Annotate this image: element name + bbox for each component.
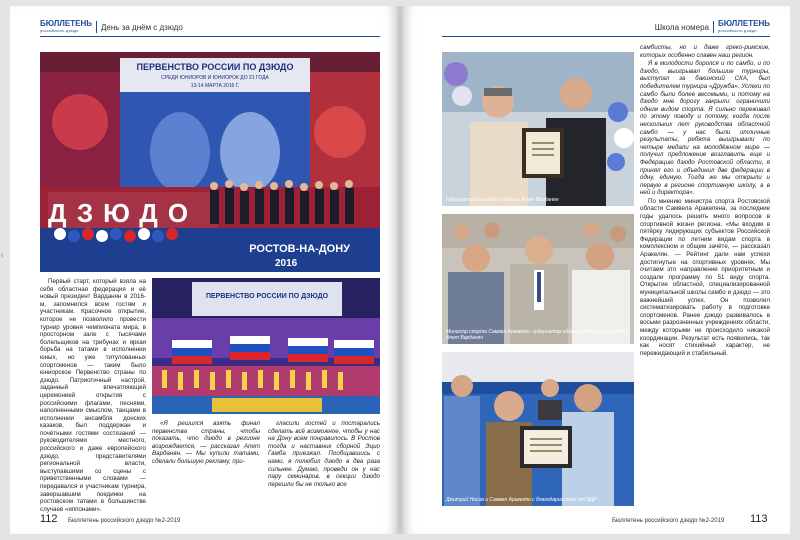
ceremony-banner-title: ПЕРВЕНСТВО РОССИИ ПО ДЗЮДО bbox=[205, 293, 329, 300]
body-paragraph: самбисты, но и даже греко-римские, которых особенно славен наш регион. bbox=[640, 44, 770, 59]
prev-page-arrow-icon[interactable]: ‹ bbox=[0, 250, 4, 261]
right-page bbox=[402, 6, 790, 534]
body-paragraph: Я в молодости боролся и по самбо, и по дзюдо, выигрывал большие турниры, выступал за бакинский СКА, был победителем турнира «Дружба». Успехи по самбо были более весомыми, и потому на дзюдо мне дорогу закрыли: ограничили одним видом спорта. Я сильно переживал по этому поводу и потому, когда после нескольких лет руководства областной самбо — у нас были отличные результаты, ребята выигрывали по четыре медали на молодёжном мире — получил предложение возглавить еще и Федерацию дзюдо Ростовской области, я принял его и объединил две федерации в одну, единую. Тогда же мы открыли и первую в регионе спортивную школу, а в ней и директора». bbox=[640, 60, 770, 197]
bulletin-logo: БЮЛЛЕТЕНЬ российского дзюдо bbox=[717, 19, 770, 33]
header-rule bbox=[442, 36, 770, 37]
bulletin-logo: БЮЛЛЕТЕНЬ российского дзюдо bbox=[40, 19, 93, 33]
dzudo-letters: ДЗЮДО bbox=[48, 198, 199, 228]
left-header bbox=[40, 20, 183, 34]
right-header bbox=[655, 20, 770, 34]
award-photo bbox=[442, 52, 634, 206]
photo-caption: Дмитрий Носов и Самвел Аракелян с благодарностью от ФДР bbox=[446, 497, 597, 503]
photo-caption: Министр спорта Самвел Аракелян, губернатор области Василий Голубев и Апет Варданян bbox=[446, 329, 629, 341]
footer-text: Бюллетень российского дзюдо №2-2019 bbox=[612, 518, 725, 524]
banner-title: ПЕРВЕНСТВО РОССИИ ПО ДЗЮДО bbox=[136, 62, 294, 72]
gratitude-photo bbox=[442, 352, 634, 506]
section-title: День за днём с дзюдо bbox=[101, 22, 183, 32]
city-label: РОСТОВ-НА-ДОНУ bbox=[249, 243, 350, 255]
header-rule bbox=[40, 36, 380, 37]
text-column-2 bbox=[152, 420, 260, 512]
arena-photo bbox=[40, 52, 380, 272]
page-number: 112 bbox=[40, 513, 58, 525]
text-column-1 bbox=[40, 278, 146, 513]
banner-subtitle: СРЕДИ ЮНИОРОВ И ЮНИОРОК ДО 21 ГОДА bbox=[161, 75, 269, 81]
header-divider bbox=[713, 21, 714, 33]
photo-caption: Губернатор Василий Голубев и Апет Варданян bbox=[446, 197, 559, 203]
ceremony-photo-illustration bbox=[152, 278, 380, 414]
officials-photo bbox=[442, 214, 634, 344]
gratitude-photo-illustration bbox=[442, 352, 634, 506]
body-paragraph: «Я решился взять финал первенства страны, чтобы показать, что дзюдо в регионе возрождается, — рассказал Апет Варданян. — Мы купили татами, сделали большую рекламу, при- bbox=[152, 420, 260, 465]
text-column-right bbox=[640, 44, 770, 510]
header-divider bbox=[96, 21, 97, 33]
page-number: 113 bbox=[750, 513, 768, 525]
text-column-3 bbox=[268, 420, 380, 512]
footer-text: Бюллетень российского дзюдо №2-2019 bbox=[68, 518, 181, 524]
arena-photo-illustration bbox=[40, 52, 380, 272]
officials-photo-illustration bbox=[442, 214, 634, 344]
body-paragraph: гласили гостей и постарались сделать всё возможное, чтобы у нас на Дону всем понравилось. В Ростов тогда и наставник сборной Эцио Гамба приезжал. Пообщавшись с нами, я полюбил дзюдо в два раза сильнее. Думаю, проведи он у нас пару семинаров, в секции дзюдо перешли бы не только все bbox=[268, 420, 380, 488]
award-photo-illustration bbox=[442, 52, 634, 206]
section-title: Школа номера bbox=[654, 22, 709, 32]
ceremony-photo bbox=[152, 278, 380, 414]
left-page bbox=[10, 6, 398, 534]
banner-dates: 13-14 МАРТА 2016 Г. bbox=[190, 83, 240, 89]
body-paragraph: Первый старт, который взяла на себя областная федерация и её новый президент Варданян в 2016-м, запомнился всем гостям и участникам. Красочное открытие, которое не позволило провести турнир уровня чемпионата мира, в просторном зале с тысячами болельщиков на трибунах и яркая борьба на татами в исполнении юных, но уже титулованных спортсменов — таким было юниорское Первенство страны по дзюдо. Патриотичный настрой, заданный впечатляющей церемонией открытия с российскими флагами, песнями, наполненными смыслом, танцами в исполнении ансамбля донских казаков, был поддержан и почётными гостями состязаний — руководителями местного, российского и даже европейского дзюдо, представителями региональной власти, выступавшими со сцены с приветственными словами — передавался и участникам турнира, завершавшим поединки на ростовском татами в большинстве случаев «иппонами». bbox=[40, 278, 146, 513]
body-paragraph: По мнению министра спорта Ростовской области Самвела Аракеляна, за последние годы удалось решить много вопросов в спортивной жизни региона. «Мы входим в пятёрку лидирующих субъектов Российской Федерации по летним видам спорта в комплексном и общем зачёте, — рассказал Аракелян. — Рейтинг дали нам успехи достигнутые на спортивных уровнях. Мы считаем это направление приоритетным и создали программу по 51 виду спорта. Открытие областной, специализированной муниципальной школы самбо и дзюдо — это важнейший успех. Он позволил систематизировать работу в подготовке спортсменов. Ранее дзюдо развивалось в восьми разрозненных учреждениях области, между которыми не происходило никакой координации. Результат есть появились, так как носят стихийный характер, не пережидающий и стабильный. bbox=[640, 197, 770, 357]
year-label: 2016 bbox=[275, 258, 298, 269]
